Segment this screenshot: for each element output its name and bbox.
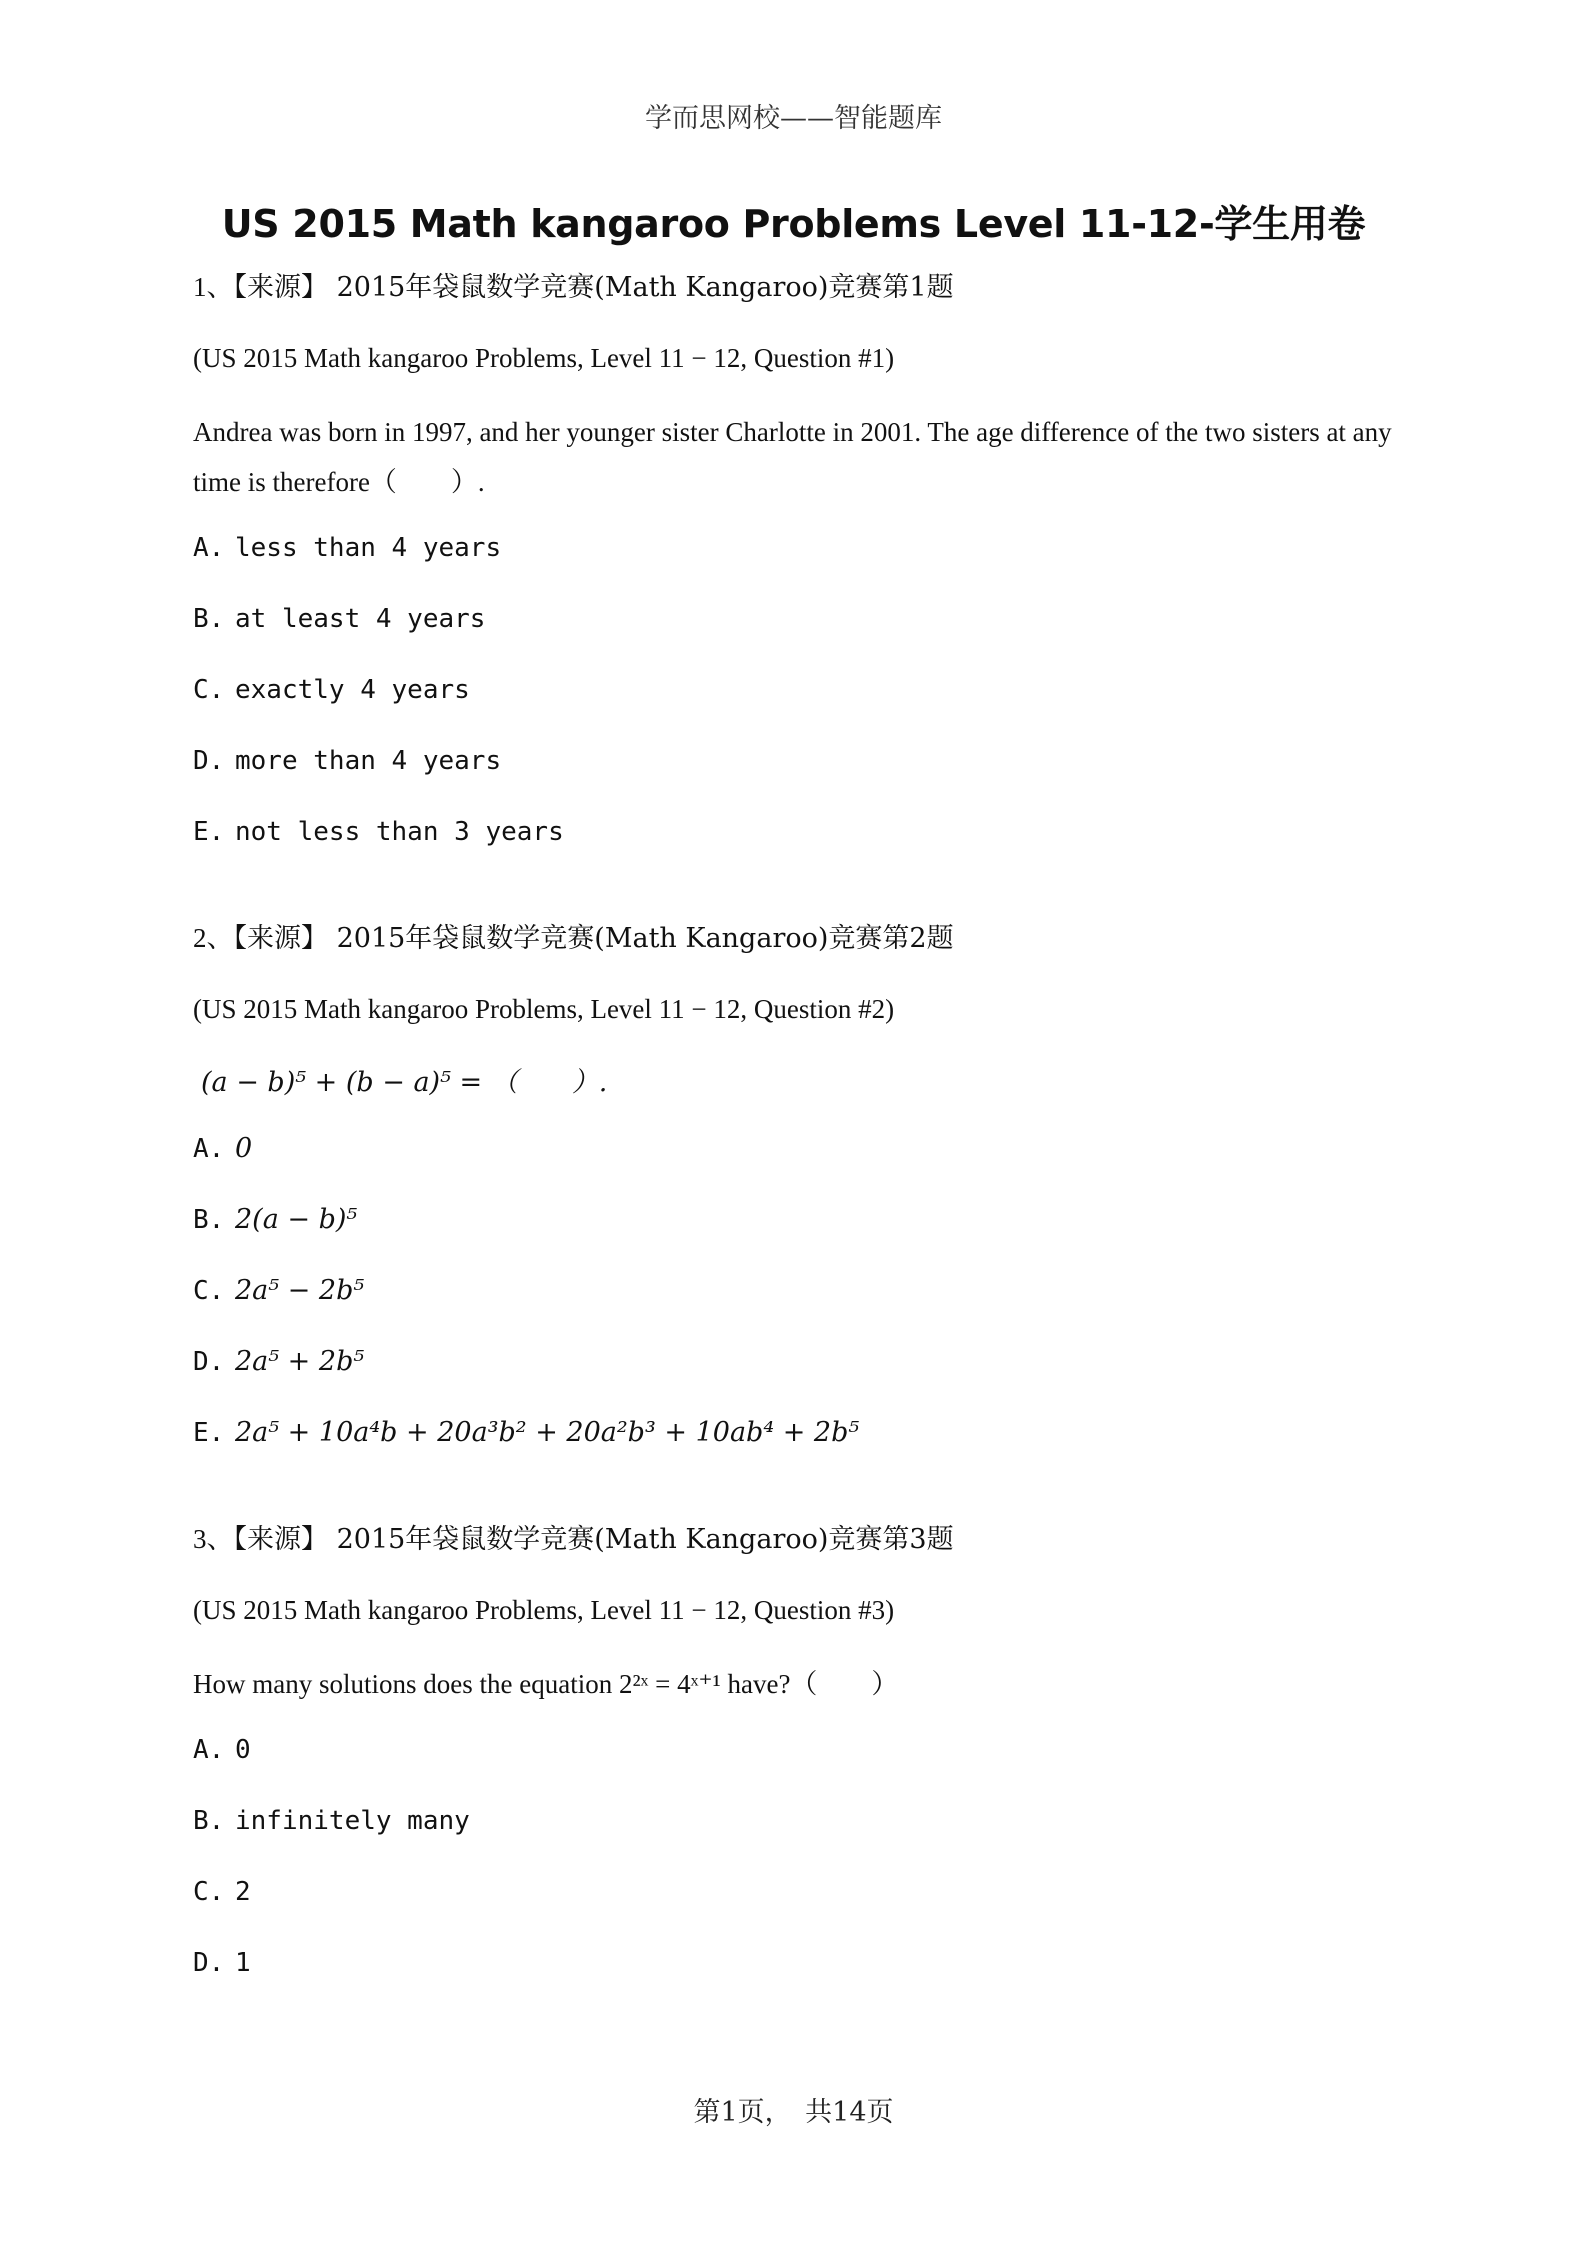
option-text: 2a⁵ + 2b⁵: [235, 1346, 365, 1377]
question-stem: How many solutions does the equation 2²ˣ = 4ˣ⁺¹ have?（ ）: [193, 1669, 899, 1699]
option-letter: A.: [193, 1134, 225, 1164]
option-text: 2a⁵ − 2b⁵: [235, 1275, 365, 1306]
question-1: [193, 268, 1413, 851]
option-list: [193, 529, 1413, 851]
option-text: 2: [235, 1877, 251, 1907]
option-text: not less than 3 years: [235, 817, 564, 847]
option-text: infinitely many: [235, 1806, 470, 1836]
option-e[interactable]: [193, 813, 1413, 851]
option-d[interactable]: [193, 1343, 1413, 1381]
option-d[interactable]: [193, 1944, 1413, 1982]
option-text: 2(a − b)⁵: [235, 1204, 358, 1235]
option-text: more than 4 years: [235, 746, 502, 776]
option-b[interactable]: [193, 1802, 1413, 1840]
question-list: [193, 268, 1413, 2050]
source-text: 2015年袋鼠数学竞赛(Math Kangaroo)竞赛第3题: [336, 1524, 954, 1555]
question-stem: (a − b)⁵ + (b − a)⁵ = （ ）.: [201, 1067, 608, 1098]
option-a[interactable]: [193, 1130, 1413, 1168]
source-label: 【来源】: [233, 272, 328, 303]
option-letter: C.: [193, 1877, 225, 1907]
option-list: [193, 1130, 1413, 1452]
option-letter: B.: [193, 604, 225, 634]
option-letter: E.: [193, 817, 225, 847]
option-d[interactable]: [193, 742, 1413, 780]
option-text: 2a⁵ + 10a⁴b + 20a³b² + 20a²b³ + 10ab⁴ + 2b⁵: [235, 1417, 860, 1448]
option-letter: C.: [193, 675, 225, 705]
document-title: US 2015 Math kangaroo Problems Level 11-12-学生用卷: [221, 202, 1366, 246]
option-c[interactable]: [193, 1873, 1413, 1911]
question-source: [193, 1520, 1413, 1559]
option-b[interactable]: [193, 600, 1413, 638]
option-text: 0: [235, 1133, 253, 1164]
option-letter: D.: [193, 1948, 225, 1978]
question-reference: (US 2015 Math kangaroo Problems, Level 11 − 12, Question #3): [193, 1595, 895, 1625]
source-label: 【来源】: [233, 923, 328, 954]
option-letter: C.: [193, 1276, 225, 1306]
option-letter: B.: [193, 1806, 225, 1836]
source-text: 2015年袋鼠数学竞赛(Math Kangaroo)竞赛第1题: [336, 272, 954, 303]
option-c[interactable]: [193, 671, 1413, 709]
page-header: 学而思网校——智能题库: [645, 103, 942, 134]
question-reference: (US 2015 Math kangaroo Problems, Level 11 − 12, Question #2): [193, 994, 895, 1024]
source-label: 【来源】: [233, 1524, 328, 1555]
question-3: [193, 1520, 1413, 1982]
question-2: [193, 919, 1413, 1452]
option-b[interactable]: [193, 1201, 1413, 1239]
question-number: 1、: [193, 272, 234, 302]
option-text: exactly 4 years: [235, 675, 470, 705]
option-a[interactable]: [193, 1731, 1413, 1769]
question-number: 3、: [193, 1524, 234, 1554]
question-reference: (US 2015 Math kangaroo Problems, Level 11 − 12, Question #1): [193, 343, 895, 373]
page-footer: 第1页， 共14页: [693, 2097, 894, 2128]
source-text: 2015年袋鼠数学竞赛(Math Kangaroo)竞赛第2题: [336, 923, 954, 954]
question-source: [193, 268, 1413, 307]
question-number: 2、: [193, 923, 234, 953]
option-e[interactable]: [193, 1414, 1413, 1452]
option-letter: A.: [193, 533, 225, 563]
question-source: [193, 919, 1413, 958]
option-letter: B.: [193, 1205, 225, 1235]
option-text: 1: [235, 1948, 251, 1978]
option-letter: E.: [193, 1418, 225, 1448]
option-a[interactable]: [193, 529, 1413, 567]
option-letter: D.: [193, 746, 225, 776]
option-text: at least 4 years: [235, 604, 486, 634]
option-c[interactable]: [193, 1272, 1413, 1310]
question-stem: Andrea was born in 1997, and her younger sister Charlotte in 2001. The age difference of the two sisters at any time is therefore（ ）.: [193, 417, 1392, 497]
option-text: 0: [235, 1735, 251, 1765]
option-letter: D.: [193, 1347, 225, 1377]
option-letter: A.: [193, 1735, 225, 1765]
option-list: [193, 1731, 1413, 1982]
option-text: less than 4 years: [235, 533, 502, 563]
